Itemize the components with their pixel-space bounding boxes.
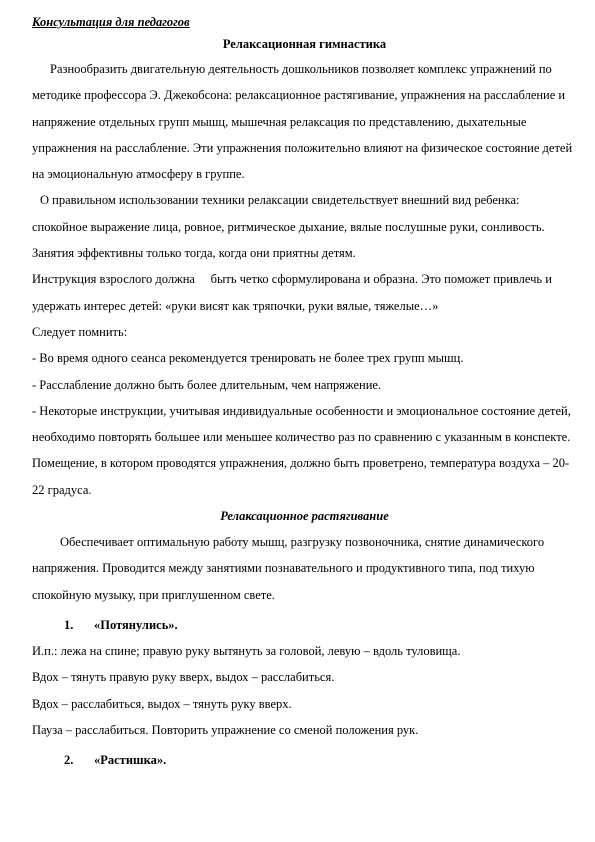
paragraph-relaxation-signs: О правильном использовании техники релаксации свидетельствует внешний вид ребенка: спокойное выражение лица, ровное, ритмическое дыхание, вялые послушные руки, сонливость. Занятия эффективны только тогда, когда они приятны детям. <box>32 193 545 261</box>
document-page <box>32 12 577 773</box>
rule-item: - Некоторые инструкции, учитывая индивидуальные особенности и эмоциональное состояние детей, необходимо повторять большее или меньшее количество раз по сравнению с указанным в конспекте. <box>32 403 571 445</box>
paragraph-instruction: Инструкция взрослого должна быть четко сформулирована и образна. Это поможет привлечь и удержать интерес детей: «руки висят как тряпочки, руки вялые, тяжелые…» <box>32 272 556 313</box>
rule-item: - Во время одного сеанса рекомендуется тренировать не более трех групп мышц. <box>32 351 464 366</box>
exercise-heading <box>32 612 577 638</box>
exercise-line: И.п.: лежа на спине; правую руку вытянуть за головой, левую – вдоль туловища. <box>32 643 461 658</box>
exercise-number: 2. <box>64 753 74 768</box>
header-consultation: Консультация для педагогов <box>32 15 190 29</box>
exercise-line: Вдох – расслабиться, выдох – тянуть руку вверх. <box>32 696 292 711</box>
exercise-line: Пауза – расслабиться. Повторить упражнение со сменой положения рук. <box>32 722 419 737</box>
exercise-number: 1. <box>64 617 74 632</box>
exercise-name: «Потянулись». <box>94 617 178 632</box>
document-title: Релаксационная гимнастика <box>222 37 387 51</box>
exercise-line: Вдох – тянуть правую руку вверх, выдох – расслабиться. <box>32 670 335 685</box>
remember-label: Следует помнить: <box>32 324 128 339</box>
paragraph-stretching: Обеспечивает оптимальную работу мышц, разгрузку позвоночника, снятие динамического напряжения. Проводится между занятиями познавательного и продуктивного типа, под тихую спокойную музыку, при приглушенном свете. <box>32 535 545 602</box>
exercise-name: «Растишка». <box>94 753 167 768</box>
paragraph-room: Помещение, в котором проводятся упражнения, должно быть проветрено, температура воздуха – 20-22 градуса. <box>32 456 570 497</box>
paragraph-intro: Разнообразить двигательную деятельность дошкольников позволяет комплекс упражнений по методике профессора Э. Джекобсона: релаксационное растягивание, упражнения на расслабление и напряжение отдельных групп мышц, мышечная релаксация по представлению, дыхательные упражнения на расслабление. Эти упражнения положительно влияют на физическое состояние детей на эмоциональную атмосферу в группе. <box>32 62 573 182</box>
rule-item: - Расслабление должно быть более длительным, чем напряжение. <box>32 377 382 392</box>
section-subtitle: Релаксационное растягивание <box>220 509 389 524</box>
exercise-heading <box>32 747 577 773</box>
